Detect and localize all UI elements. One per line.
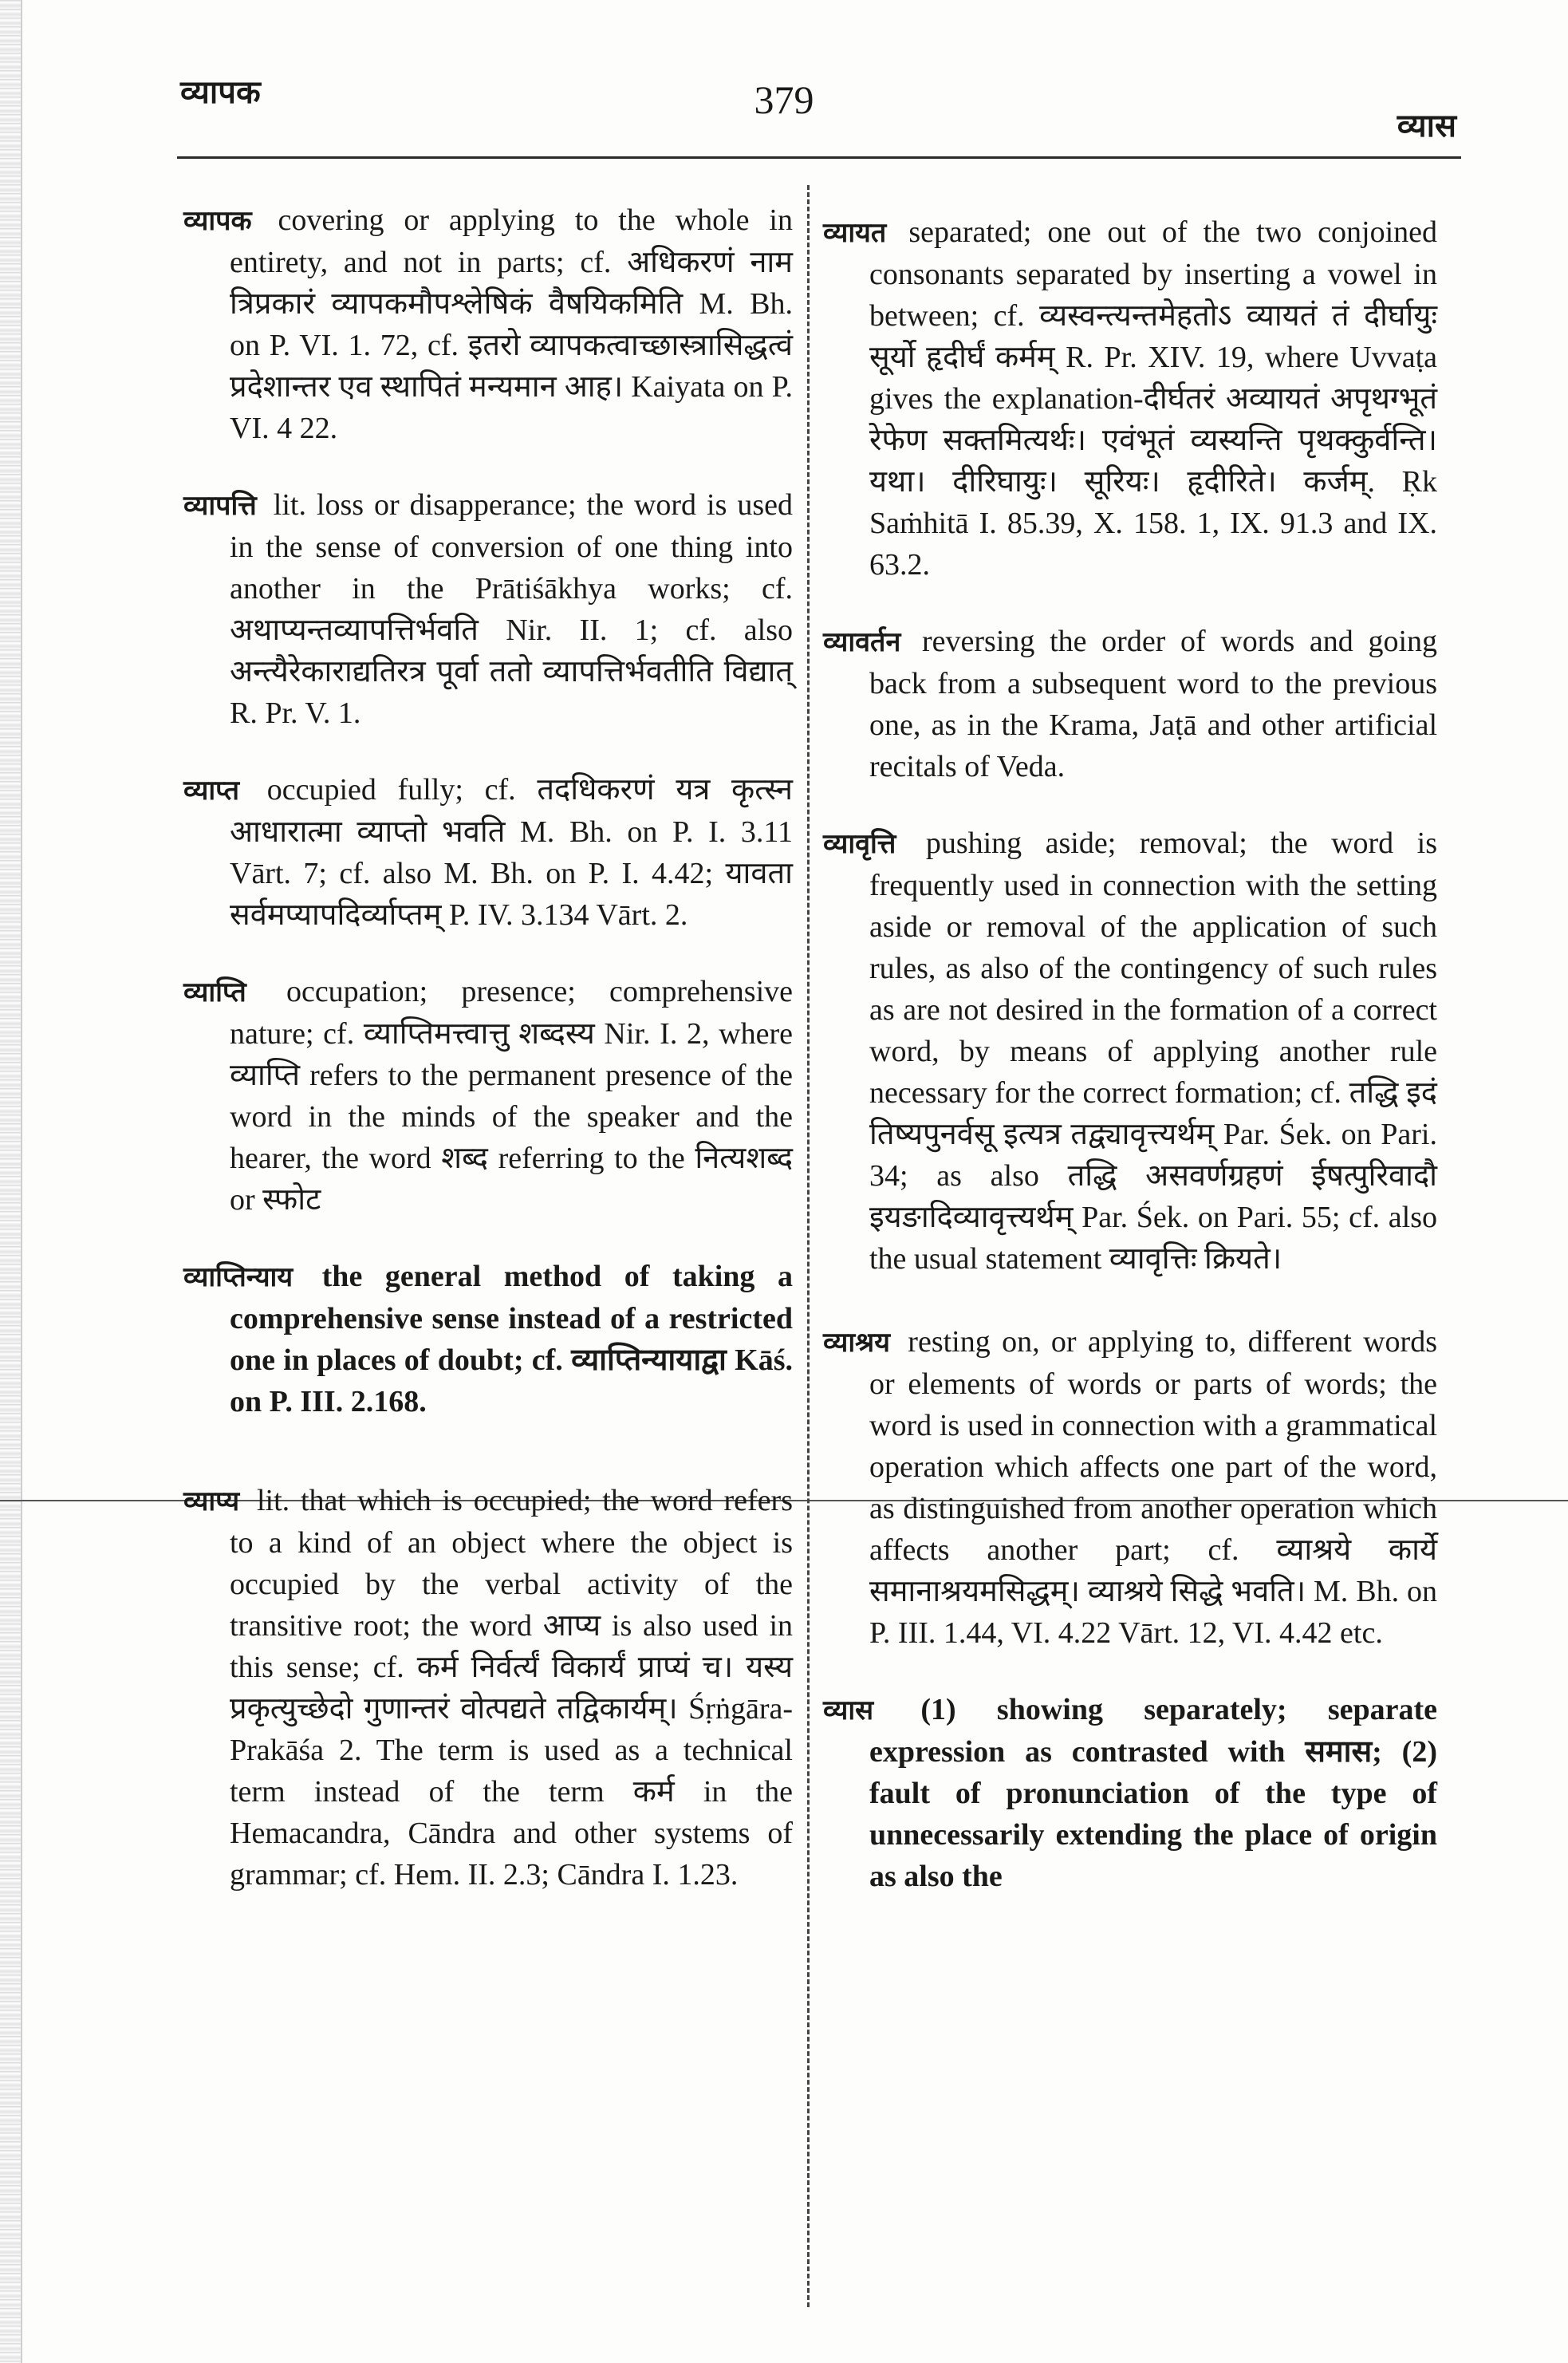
entry-definition: reversing the order of words and going back from a subsequent word to the previous one, as in the Krama, Jaṭā and other artificial recitals of Veda. <box>869 625 1438 783</box>
dictionary-entry <box>823 823 1437 1280</box>
entry-headword: व्यावृत्ति <box>823 828 896 860</box>
page-number: 379 <box>754 77 814 122</box>
entry-definition: covering or applying to the whole in entirety, and not in parts; cf. अधिकरणं नाम त्रिप्रकारं व्यापकमौपश्लेषिकं वैषयिकमिति M. Bh. on P. VI. 1. 72, cf. इतरो व्यापकत्वाच्छास्त्रासिद्धत्वं प्रदेशान्तर एव स्थापितं मन्यमान आह। Kaiyata on P. VI. 4 22. <box>230 203 793 445</box>
entry-headword: व्याप्त <box>183 775 240 807</box>
entry-headword: व्यायत <box>823 217 887 249</box>
entry-definition: occupation; presence; comprehensive nature; cf. व्याप्तिमत्त्वात्तु शब्दस्य Nir. I. 2, where व्याप्ति refers to the permanent presence of the word in the minds of the speaker and the hearer, the word शब्द referring to the नित्यशब्द or स्फोट <box>230 975 793 1217</box>
dictionary-entry <box>183 769 793 936</box>
entry-definition: lit. loss or disapperance; the word is used in the sense of conversion of one thing into another in the Prātiśākhya works; cf. अथाप्यन्तव्यापत्तिर्भवति Nir. II. 1; cf. also अन्त्यैरेकाराद्यतिरत्र पूर्वा ततो व्यापत्तिर्भवतीति विद्यात् R. Pr. V. 1. <box>230 488 793 730</box>
dictionary-entry <box>183 199 793 449</box>
dictionary-entry <box>823 1689 1437 1897</box>
entry-definition: separated; one out of the two conjoined consonants separated by inserting a vowel in between; cf. व्यस्वन्त्यन्तमेहतोऽ व्यायतं तं दीर्घायुः सूर्यो हृदीर्घं कर्मम् R. Pr. XIV. 19, where Uvvaṭa gives the explanation-दीर्घतरं अव्यायतं अपृथग्भूतं रेफेण सक्तमित्यर्थः। एवंभूतं व्यस्यन्ति पृथक्कुर्वन्ति। यथा। दीरिघायुः। सूरियः। हृदीरिते। कर्जम्. Ṛk Saṁhitā I. 85.39, X. 158. 1, IX. 91.3 and IX. 63.2. <box>869 215 1438 582</box>
column-divider <box>807 185 810 2307</box>
dictionary-entry <box>183 484 793 734</box>
entry-headword: व्यापत्ति <box>183 490 257 522</box>
entry-definition: (1) showing separately; separate expression as contrasted with समास; (2) fault of pronunciation of the type of unnecessarily extending the place of origin as also the <box>869 1693 1437 1893</box>
dictionary-entry <box>823 621 1437 787</box>
entry-headword: व्यापक <box>183 205 252 237</box>
dictionary-entry <box>823 211 1437 586</box>
entry-headword: व्यावर्तन <box>823 626 901 658</box>
entry-headword: व्याप्ति <box>183 976 246 1008</box>
running-head-left: व्यापक <box>180 74 261 111</box>
right-column <box>823 211 1437 1932</box>
running-head-right: व्यास <box>1397 108 1456 144</box>
header-rule <box>177 156 1461 159</box>
entry-definition: pushing aside; removal; the word is frequently used in connection with the setting aside or removal of the application of such rules, as also of the contingency of such rules as are not desired in the formation of a correct word, by means of applying another rule necessary for the correct formation; cf. तद्धि इदं तिष्यपुनर्वसू इत्यत्र तद्व्यावृत्त्यर्थम् Par. Śek. on Pari. 34; as also तद्धि असवर्णग्रहणं ईषत्पुरिवादौ इयङादिव्यावृत्त्यर्थम् Par. Śek. on Pari. 55; cf. also the usual statement व्यावृत्तिः क्रियते। <box>869 826 1437 1276</box>
entry-definition: the general method of taking a comprehensive sense instead of a restricted one in places of doubt; cf. व्याप्तिन्यायाद्वा Kāś. on P. III. 2.168. <box>230 1260 793 1418</box>
entry-definition: occupied fully; cf. तदधिकरणं यत्र कृत्स्न आधारात्मा व्याप्तो भवति M. Bh. on P. I. 3.11 Vārt. 7; cf. also M. Bh. on P. I. 4.42; यावता सर्वमप्यापदिर्व्याप्तम् P. IV. 3.134 Vārt. 2. <box>230 773 793 932</box>
entry-headword: व्याश्रय <box>823 1327 890 1359</box>
entry-definition: lit. that which is occupied; the word refers to a kind of an object where the object is occupied by the verbal activity of the transitive root; the word आप्य is also used in this sense; cf. कर्म निर्वर्त्यं विकार्यं प्राप्यं च। यस्य प्रकृत्युच्छेदो गुणान्तरं वोत्पद्यते तद्विकार्यम्। Śṛṅgāra-Prakāśa 2. The term is used as a technical term instead of the term कर्म in the Hemacandra, Cāndra and other systems of grammar; cf. Hem. II. 2.3; Cāndra I. 1.23. <box>230 1484 793 1892</box>
entry-headword: व्याप्य <box>183 1485 240 1517</box>
entry-headword: व्यास <box>823 1694 874 1726</box>
dictionary-entry <box>183 1480 793 1896</box>
entry-definition: resting on, or applying to, different words or elements of words or parts of words; the word is used in connection with a grammatical operation which affects one part of the word, as distinguished from another operation which affects another part; cf. व्याश्रये कार्ये समानाश्रयमसिद्धम्। व्याश्रये सिद्धे भवति। M. Bh. on P. III. 1.44, VI. 4.22 Vārt. 12, VI. 4.42 etc. <box>869 1325 1437 1650</box>
dictionary-entry <box>183 971 793 1221</box>
entry-headword: व्याप्तिन्याय <box>183 1261 294 1293</box>
page-binding-edge <box>0 0 22 2363</box>
dictionary-entry <box>183 1256 793 1422</box>
dictionary-entry <box>823 1321 1437 1654</box>
left-column <box>183 199 793 1931</box>
